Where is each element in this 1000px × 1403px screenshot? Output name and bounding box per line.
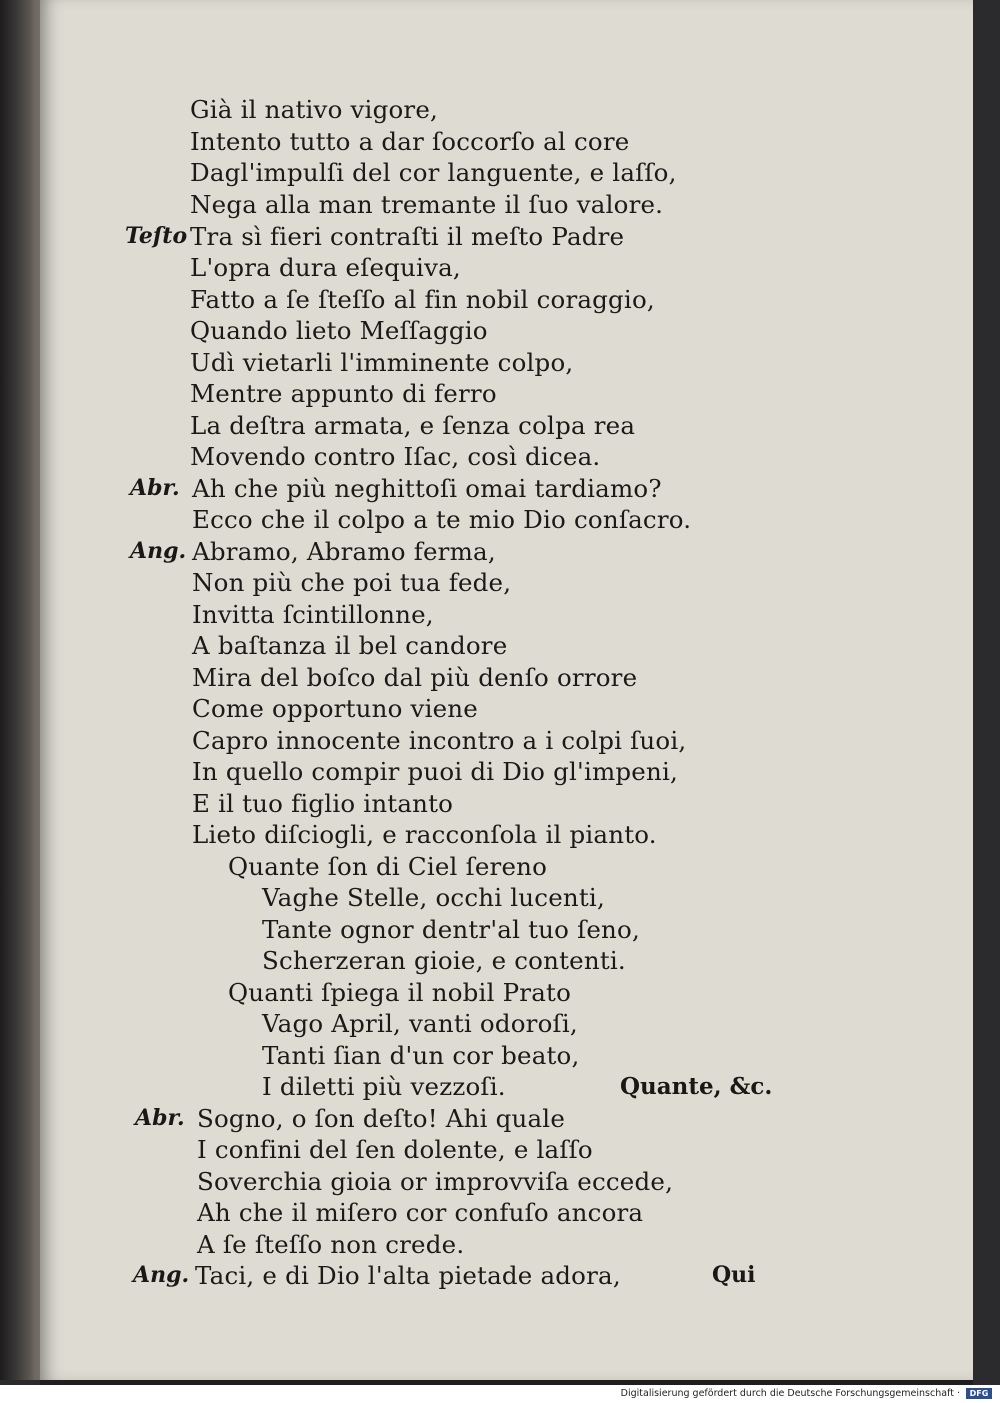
verse-line: Già il nativo vigore, [190,95,439,124]
verse-line: Nega alla man tremante il ſuo valore. [190,190,664,219]
verse-line: E il tuo figlio intanto [192,789,454,818]
verse-line: I confini del ſen dolente, e laſſo [197,1135,593,1164]
verse-line: Mentre appunto di ferro [190,379,497,408]
verse-line: Taci, e di Dio l'alta pietade adora, [195,1261,621,1290]
verse-line: Non più che poi tua fede, [192,568,512,597]
verse-line: Movendo contro Iſac, così dicea. [190,442,601,471]
footer-bar [0,1385,1000,1403]
verse-line: A ſe ſteſſo non crede. [197,1230,465,1259]
da-capo-mark: Quante, &c. [620,1073,773,1100]
aria-line: Tante ognor dentr'al tuo ſeno, [262,915,640,944]
verse-line: Fatto a ſe ſteſſo al fin nobil coraggio, [190,285,655,314]
verse-line: Soverchia gioia or improvviſa eccede, [197,1167,674,1196]
verse-line: Udì vietarli l'imminente colpo, [190,348,574,377]
aria-line: Quanti ſpiega il nobil Prato [228,978,572,1007]
verse-line: Ecco che il colpo a te mio Dio conſacro. [192,505,692,534]
verse-line: Abramo, Abramo ferma, [192,537,496,566]
funding-credit: Digitalisierung gefördert durch die Deutsche Forschungsgemeinschaft · [620,1388,960,1399]
verse-line: A baſtanza il bel candore [192,631,508,660]
speaker-label: Abr. [130,475,180,501]
verse-line: Come opportuno viene [192,694,478,723]
verse-line: Mira del boſco dal più denſo orrore [192,663,638,692]
verse-line: L'opra dura eſequiva, [190,253,461,282]
verse-line: Tra sì fieri contraſti il meſto Padre [190,222,625,251]
catchword: Qui [712,1262,756,1288]
aria-line: Vaghe Stelle, occhi lucenti, [262,883,605,912]
verse-line: In quello compir puoi di Dio gl'impeni, [192,757,679,786]
speaker-label: Ang. [130,538,187,564]
verse-line: Capro innocente incontro a i colpi ſuoi, [192,726,687,755]
verse-line: Quando lieto Meſſaggio [190,316,488,345]
dfg-logo-icon: DFG [966,1388,992,1399]
verse-line: Dagl'impulſi del cor languente, e laſſo, [190,158,677,187]
verse-line: La deſtra armata, e ſenza colpa rea [190,411,636,440]
verse-line: Ah che il miſero cor confuſo ancora [197,1198,644,1227]
speaker-label: Teſto [125,223,188,249]
speaker-label: Abr. [135,1105,185,1131]
verse-line: Invitta ſcintillonne, [192,600,434,629]
aria-line: I diletti più vezzoſi. [262,1072,506,1101]
verse-line: Lieto diſciogli, e racconſola il pianto. [192,820,657,849]
aria-line: Vago April, vanti odoroſi, [262,1009,578,1038]
verse-line: Intento tutto a dar ſoccorſo al core [190,127,630,156]
verse-line: Sogno, o ſon deſto! Ahi quale [197,1104,566,1133]
verse-line: Ah che più neghittoſi omai tardiamo? [192,474,662,503]
aria-line: Tanti ſian d'un cor beato, [262,1041,580,1070]
aria-line: Quante ſon di Ciel ſereno [228,852,548,881]
speaker-label: Ang. [133,1262,190,1288]
aria-line: Scherzeran gioie, e contenti. [262,946,626,975]
